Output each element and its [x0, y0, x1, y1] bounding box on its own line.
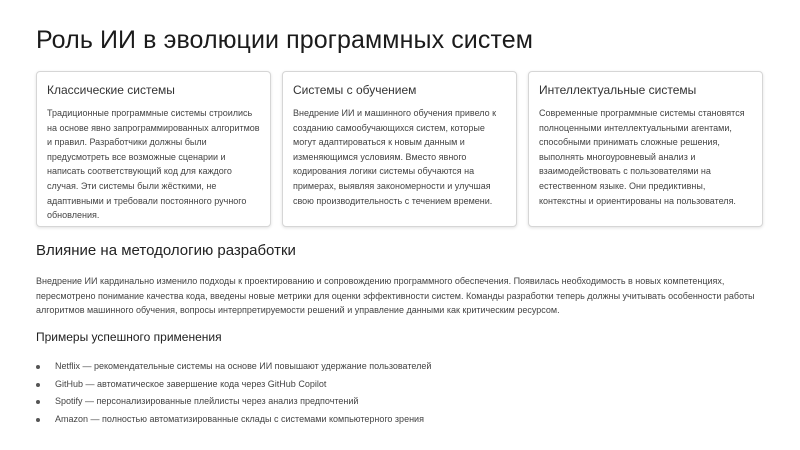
list-item-text: Spotify — персонализированные плейлисты через анализ предпочтений: [55, 396, 359, 406]
card-learning-systems: [282, 71, 517, 227]
examples-list: [36, 358, 431, 428]
methodology-heading: Влияние на методологию разработки: [36, 242, 296, 259]
card-title: Классические системы: [47, 83, 175, 97]
card-title: Интеллектуальные системы: [539, 83, 697, 97]
card-title: Системы с обучением: [293, 83, 417, 97]
bullet-icon: [36, 418, 40, 422]
card-text: Внедрение ИИ и машинного обучения привело к созданию самообучающихся систем, которые могут адаптироваться к новым данным и изменяющимся условиям. Вместо явного кодирования логики системы обучаются на примерах, выявляя закономерности и улучшая свою производительность с течением времени.: [293, 108, 497, 206]
card-classic-systems: [36, 71, 271, 227]
list-item: [36, 393, 431, 411]
bullet-icon: [36, 400, 40, 404]
list-item-text: GitHub — автоматическое завершение кода через GitHub Copilot: [55, 378, 327, 389]
bullet-icon: [36, 383, 40, 387]
card-intelligent-systems: [528, 71, 763, 227]
list-item-text: Amazon — полностью автоматизированные склады с системами компьютерного зрения: [55, 413, 424, 424]
methodology-paragraph: Внедрение ИИ кардинально изменило подходы к проектированию и сопровождению программного обеспечения. Появилась необходимость в новых компетенциях, пересмотрено понимание качества кода, введены новые метрики для оценки эффективности систем. Команды разработки теперь должны учитывать особенности работы алгоритмов машинного обучения, вопросы интерпретируемости решений и управление данными как критическим ресурсом.: [36, 276, 755, 315]
page-title: Роль ИИ в эволюции программных систем: [36, 26, 534, 54]
examples-heading: Примеры успешного применения: [36, 330, 222, 344]
list-item: [36, 411, 431, 429]
card-text: Традиционные программные системы строились на основе явно запрограммированных алгоритмов и правил. Разработчики должны были предусмотреть все возможные сценарии и написать соответствующий код для каждого случая. Эти системы были жёсткими, не адаптивными и требовали постоянного ручного обновления.: [47, 108, 260, 221]
bullet-icon: [36, 365, 40, 369]
card-text: Современные программные системы становятся полноценными интеллектуальными агентами, способными принимать сложные решения, выполнять многоуровневый анализ и взаимодействовать с пользователями на естественном языке. Они предиктивны, контекстны и ориентированы на пользователя.: [539, 108, 745, 206]
cards-row: [36, 71, 764, 227]
list-item: [36, 376, 431, 394]
list-item-text: Netflix — рекомендательные системы на основе ИИ повышают удержание пользователей: [55, 361, 432, 371]
list-item: [36, 358, 431, 376]
